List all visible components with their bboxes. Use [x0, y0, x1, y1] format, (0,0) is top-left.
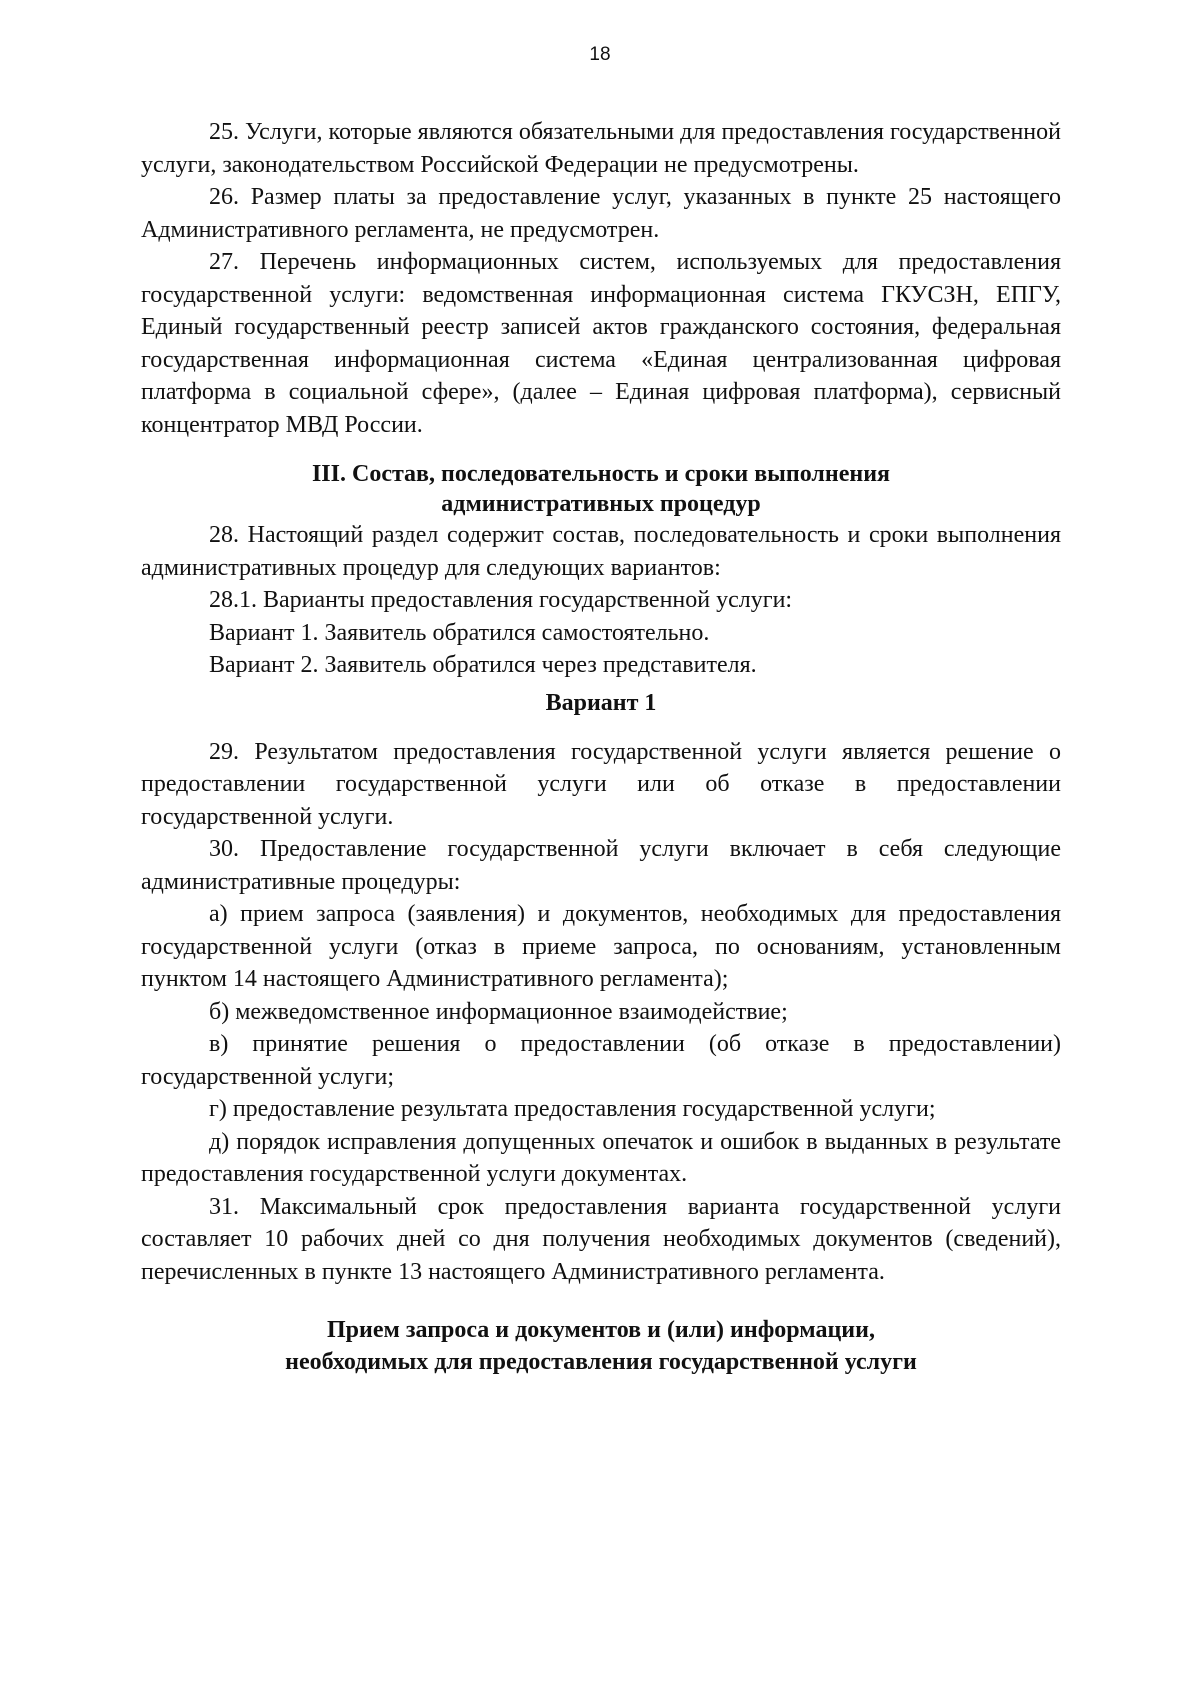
document-body [141, 116, 1061, 1378]
variant-heading: Вариант 1 [545, 689, 657, 716]
paragraph-26: 26. Размер платы за предоставление услуг, указанных в пункте 25 настоящего Административного регламента, не предусмотрен. [141, 184, 1061, 243]
paragraph-25: 25. Услуги, которые являются обязательными для предоставления государственной услуги, законодательством Российской Федерации не предусмотрены. [141, 119, 1061, 178]
paragraph-27: 27. Перечень информационных систем, используемых для предоставления государственной услуги: ведомственная информационная система ГКУСЗН, ЕПГУ, Единый государственный реестр записей актов гражданского состояния, федеральная государственная информационная система «Единая централизованная цифровая платформа в социальной сфере», (далее – Единая цифровая платформа), сервисный концентратор МВД России. [141, 249, 1061, 438]
subsection-heading-line-1: Прием запроса и документов и (или) информации, [327, 1317, 875, 1343]
section-heading [141, 459, 1061, 519]
section-heading-line-1: III. Состав, последовательность и сроки выполнения [311, 461, 891, 487]
subsection-heading [141, 1314, 1061, 1378]
item-a: а) прием запроса (заявления) и документов, необходимых для предоставления государственной услуги (отказ в приеме запроса, по основаниям, установленным пунктом 14 настоящего Административного регламента); [141, 901, 1061, 992]
paragraph-29: 29. Результатом предоставления государственной услуги является решение о предоставлении государственной услуги или об отказе в предоставлении государственной услуги. [141, 738, 1061, 830]
item-d: д) порядок исправления допущенных опечаток и ошибок в выданных в результате предоставления государственной услуги документах. [141, 1128, 1061, 1187]
item-g: г) предоставление результата предоставления государственной услуги; [209, 1096, 936, 1122]
paragraph-28: 28. Настоящий раздел содержит состав, последовательность и сроки выполнения административных процедур для следующих вариантов: [141, 522, 1061, 581]
paragraph-28-1: 28.1. Варианты предоставления государственной услуги: [209, 587, 793, 613]
item-v: в) принятие решения о предоставлении (об отказе в предоставлении) государственной услуги; [141, 1031, 1061, 1090]
item-b: б) межведомственное информационное взаимодействие; [209, 998, 788, 1025]
variant-2-line: Вариант 2. Заявитель обратился через представителя. [209, 652, 757, 678]
variant-1-line: Вариант 1. Заявитель обратился самостоятельно. [209, 619, 710, 646]
page-number: 18 [589, 44, 611, 65]
subsection-heading-line-2: необходимых для предоставления государственной услуги [285, 1349, 917, 1375]
paragraph-30: 30. Предоставление государственной услуги включает в себя следующие административные процедуры: [141, 836, 1061, 895]
paragraph-31: 31. Максимальный срок предоставления варианта государственной услуги составляет 10 рабочих дней со дня получения необходимых документов (сведений), перечисленных в пункте 13 настоящего Административного регламента. [141, 1193, 1061, 1285]
section-heading-line-2: административных процедур [441, 491, 761, 517]
